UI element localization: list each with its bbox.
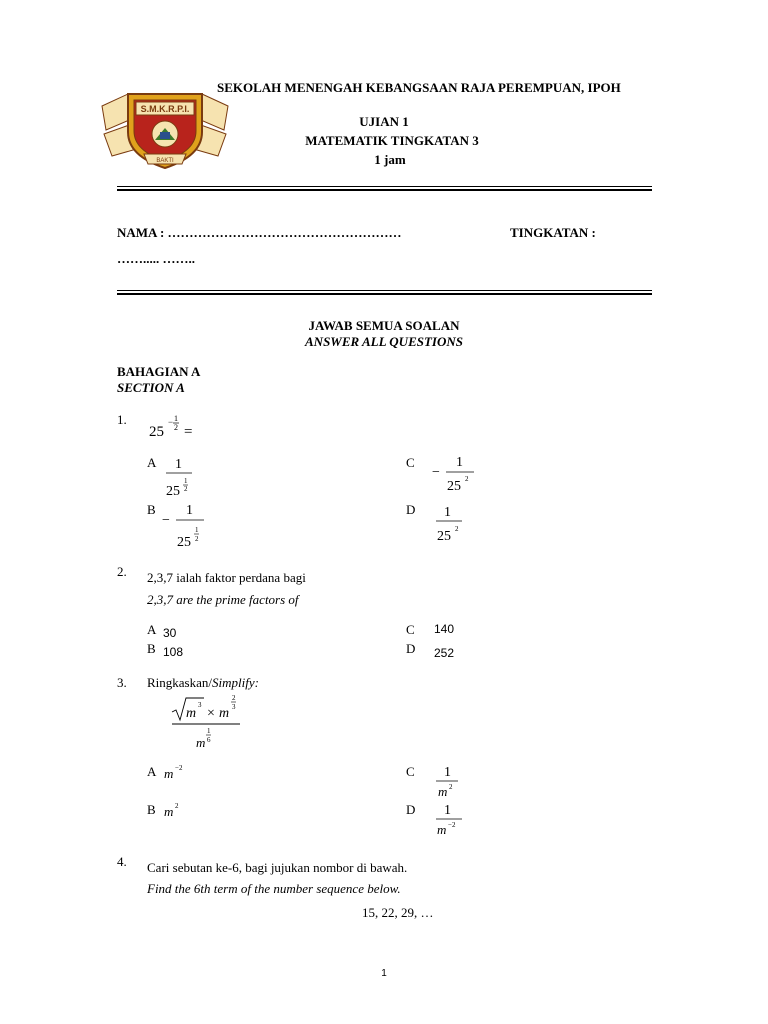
duration: 1 jam xyxy=(374,152,406,167)
q1-option-c-letter: C xyxy=(406,455,415,470)
q3-cube: 3 xyxy=(198,701,202,709)
divider-mid-2 xyxy=(117,293,652,295)
q3c-num: 1 xyxy=(444,765,451,780)
q1-exp-minus: − xyxy=(168,417,174,427)
nama-field-label: NAMA : ……………………………………………… xyxy=(117,225,402,240)
q3-option-c-letter: C xyxy=(406,764,415,779)
q1-base: 25 xyxy=(149,424,164,440)
divider-mid-1 xyxy=(117,290,652,291)
q3d-den-base: m xyxy=(437,822,447,837)
q1a-den-exp-den: 2 xyxy=(184,485,188,493)
q3-option-a[interactable] xyxy=(162,760,202,784)
q1-exp-den: 2 xyxy=(174,423,178,432)
section-ms: BAHAGIAN A xyxy=(117,364,201,379)
q3-m1: m xyxy=(186,706,197,721)
section-en: SECTION A xyxy=(117,380,185,395)
q2-option-b-letter: B xyxy=(147,641,156,656)
q3-den-exp-num: 1 xyxy=(207,727,211,735)
q3-m2: m xyxy=(219,706,230,721)
q2-option-c[interactable]: 140 xyxy=(434,622,455,636)
q3b-exp: 2 xyxy=(175,802,179,810)
q3-option-d[interactable] xyxy=(432,796,472,840)
q1b-num: 1 xyxy=(186,503,193,518)
q1d-den-base: 25 xyxy=(437,529,451,544)
q3-den-exp-den: 6 xyxy=(207,736,211,744)
q3c-den-base: m xyxy=(438,784,448,799)
logo-bottom-text: BAKTI xyxy=(156,158,174,164)
question-2-text-en: 2,3,7 are the prime factors of xyxy=(147,592,299,607)
q3-option-b-letter: B xyxy=(147,802,156,817)
q1c-den-exp: 2 xyxy=(465,475,469,483)
tingkatan-field-dots: ……..... …….. xyxy=(117,251,195,266)
question-2-number: 2. xyxy=(117,564,127,579)
q1b-den-exp-num: 1 xyxy=(195,526,199,534)
question-4-number: 4. xyxy=(117,854,127,869)
q1d-den-exp: 2 xyxy=(455,525,459,533)
q3c-den-exp: 2 xyxy=(449,783,453,791)
q2-option-c-letter: C xyxy=(406,622,415,637)
question-1-number: 1. xyxy=(117,412,127,427)
q1b-den-exp-den: 2 xyxy=(195,535,199,543)
q1b-den-base: 25 xyxy=(177,535,191,550)
q1a-den-base: 25 xyxy=(166,484,180,499)
q1b-sign: − xyxy=(162,513,170,528)
q2-option-a[interactable]: 30 xyxy=(163,626,177,640)
q3d-num: 1 xyxy=(444,803,451,818)
exam-title: UJIAN 1 xyxy=(359,114,409,129)
question-2-text-ms: 2,3,7 ialah faktor perdana bagi xyxy=(147,570,306,585)
q1-option-a[interactable] xyxy=(162,450,222,502)
page-number: 1 xyxy=(381,968,387,979)
question-3-number: 3. xyxy=(117,675,127,690)
q3a-exp: −2 xyxy=(175,764,183,772)
divider-top-1 xyxy=(117,186,652,187)
q1-option-c[interactable] xyxy=(432,450,492,496)
q3d-den-exp: −2 xyxy=(448,821,456,829)
q2-option-d-letter: D xyxy=(406,641,416,656)
q1c-sign: − xyxy=(432,465,440,480)
q1-equals: = xyxy=(184,424,193,440)
subject-title: MATEMATIK TINGKATAN 3 xyxy=(305,133,479,148)
question-3-text-ms: Ringkaskan/ xyxy=(147,675,212,690)
question-3-text-en: Simplify: xyxy=(212,675,259,690)
q1c-num: 1 xyxy=(456,455,463,470)
logo-banner-text: S.M.K.R.P.I. xyxy=(140,104,190,114)
question-3-expression xyxy=(170,690,250,750)
question-4-text-ms: Cari sebutan ke-6, bagi jujukan nombor di bawah. xyxy=(147,860,408,875)
divider-top-2 xyxy=(117,189,652,191)
tingkatan-field-label: TINGKATAN : xyxy=(510,225,596,240)
q3-option-d-letter: D xyxy=(406,802,416,817)
question-4-text-en: Find the 6th term of the number sequence below. xyxy=(147,881,401,896)
question-4-sequence: 15, 22, 29, … xyxy=(362,905,434,920)
question-1-expression xyxy=(147,410,217,442)
school-logo xyxy=(100,84,230,170)
q1-option-b-letter: B xyxy=(147,502,156,517)
q3-exp-num: 2 xyxy=(232,694,236,702)
q2-option-a-letter: A xyxy=(147,622,157,637)
q1-exp-num: 1 xyxy=(174,414,178,423)
q3-option-b[interactable] xyxy=(162,798,202,822)
q3-option-a-letter: A xyxy=(147,764,157,779)
q1-option-d[interactable] xyxy=(432,498,492,544)
instruction-ms: JAWAB SEMUA SOALAN xyxy=(308,318,460,333)
q1-option-d-letter: D xyxy=(406,502,416,517)
q1d-num: 1 xyxy=(444,505,451,520)
school-name: SEKOLAH MENENGAH KEBANGSAAN RAJA PEREMPUAN, IPOH xyxy=(217,80,621,95)
instruction-en: ANSWER ALL QUESTIONS xyxy=(305,334,463,349)
q3-exp-den: 3 xyxy=(232,703,236,711)
school-crest-icon xyxy=(100,84,230,170)
q3-times: × xyxy=(207,706,215,721)
q3b-base: m xyxy=(164,804,174,819)
q1-option-a-letter: A xyxy=(147,455,157,470)
q2-option-b[interactable]: 108 xyxy=(163,645,184,659)
question-3-text xyxy=(147,675,259,691)
q1a-den-exp-num: 1 xyxy=(184,477,188,485)
q2-option-d[interactable]: 252 xyxy=(434,646,455,660)
q3-den-m: m xyxy=(196,735,206,750)
q3a-base: m xyxy=(164,766,174,781)
q1c-den-base: 25 xyxy=(447,479,461,494)
q1-option-b[interactable] xyxy=(162,496,222,554)
q1a-num: 1 xyxy=(175,457,182,472)
